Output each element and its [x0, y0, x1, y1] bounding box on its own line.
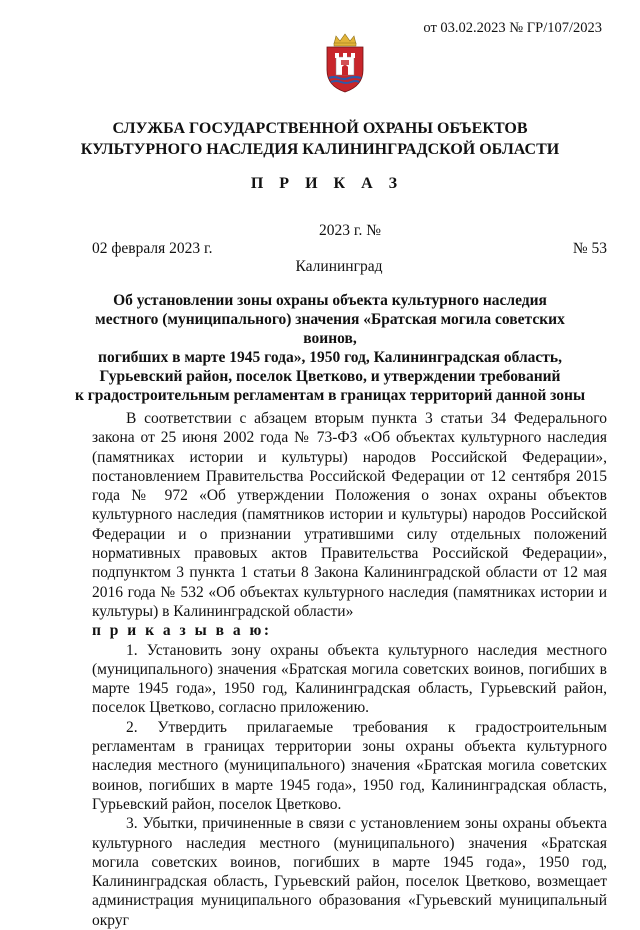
date-number-row — [92, 240, 607, 258]
title-line: Об установлении зоны охраны объекта культурного наследия — [113, 292, 547, 309]
registration-stamp: от 03.02.2023 № ГР/107/2023 — [423, 20, 602, 36]
title-line: Гурьевский район, поселок Цветково, и утверждении требований — [99, 368, 561, 385]
kaliningrad-coat-of-arms-icon — [322, 32, 368, 94]
title-line: местного (муниципального) значения «Братская могила советских воинов, — [95, 311, 565, 347]
org-line-2: КУЛЬТУРНОГО НАСЛЕДИЯ КАЛИНИНГРАДСКОЙ ОБЛАСТИ — [80, 141, 560, 158]
title-line: к градостроительным регламентам в границах территорий данной зоны — [74, 387, 586, 404]
organization-name — [0, 118, 640, 160]
decree-word-line — [92, 621, 607, 640]
document-body — [92, 409, 607, 930]
decree-word: п р и к а з ы в а ю: — [92, 622, 272, 640]
year-number-line: 2023 г. № — [318, 222, 382, 239]
city: Калининград — [295, 258, 383, 275]
item-2-paragraph: 2. Утвердить прилагаемые требования к градостроительным регламентам в границах территории зоны охраны объекта культурного наследия местного (муниципального) значения «Братская могила советских воинов, погибших в марте 1945 года», 1950 год, Калининградская область, Гурьевский район, поселок Цветково. — [92, 718, 607, 813]
document-date: 02 февраля 2023 г. — [92, 240, 213, 257]
item-1-paragraph: 1. Установить зону охраны объекта культурного наследия местного (муниципального) значения «Братская могила советских воинов, погибших в марте 1945 года», 1950 год, Калининградская область, Гурьевский район, поселок Цветково, согласно приложению. — [92, 641, 607, 717]
item-3-paragraph: 3. Убытки, причиненные в связи с установлением зоны охраны объекта культурного наследия местного (муниципального) значения «Братская могила советских воинов, погибших в марте 1945 года», 1950 год, Калининградская область, Гурьевский район, поселок Цветково, возмещает администрация муниципального образования «Гурьевский муниципальный округ — [92, 815, 607, 929]
document-type: П Р И К А З — [250, 175, 404, 192]
title-line: погибших в марте 1945 года», 1950 год, Калининградская область, — [98, 349, 562, 366]
org-line-1: СЛУЖБА ГОСУДАРСТВЕННОЙ ОХРАНЫ ОБЪЕКТОВ — [112, 120, 528, 137]
document-number: № 53 — [572, 240, 607, 257]
document-title — [70, 291, 590, 405]
preamble-paragraph: В соответствии с абзацем вторым пункта 3 статьи 34 Федерального закона от 25 июня 2002 года № 73-ФЗ «Об объектах культурного наследия (памятниках истории и культуры) народов Российской Федерации», постановлением Правительства Российской Федерации от 12 сентября 2015 года № 972 «Об утверждении Положения о зонах охраны объектов культурного наследия (памятников истории и культуры) народов Российской Федерации и о признании утратившими силу отдельных положений нормативных правовых актов Правительства Российской Федерации», подпунктом 3 пункта 1 статьи 8 Закона Калининградской области от 12 мая 2016 года № 532 «Об объектах культурного наследия (памятниках истории и культуры) в Калининградской области» — [92, 410, 607, 620]
